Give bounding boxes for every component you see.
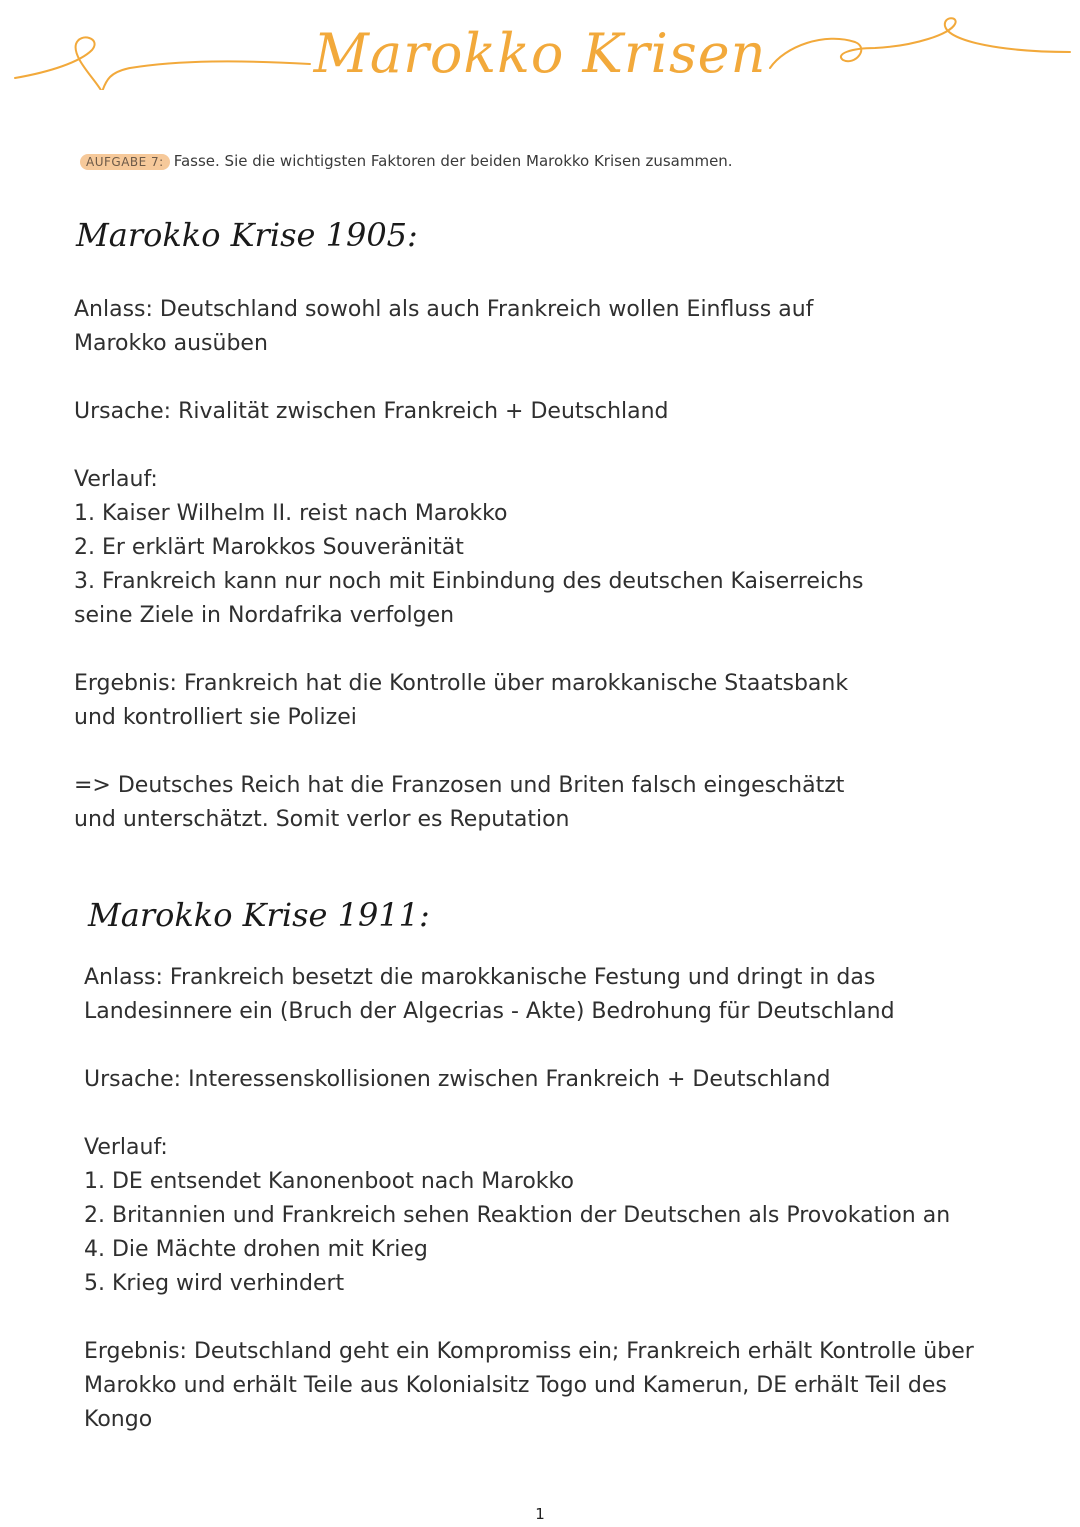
section-crisis-1905 [74, 293, 864, 837]
verlauf-label: Verlauf: [84, 1135, 168, 1160]
fazit-line-2: und unterschätzt. Somit verlor es Reputation [74, 807, 570, 832]
ergebnis-line-2: Marokko und erhält Teile aus Kolonialsitz Togo und Kamerun, DE erhält Teil des [84, 1373, 947, 1398]
fazit-line-1: => Deutsches Reich hat die Franzosen und Briten falsch eingeschätzt [74, 773, 845, 798]
anlass-line-1: Anlass: Deutschland sowohl als auch Frankreich wollen Einfluss auf [74, 297, 814, 322]
verlauf-item: 5. Krieg wird verhindert [84, 1271, 345, 1296]
verlauf-item: seine Ziele in Nordafrika verfolgen [74, 603, 455, 628]
verlauf-label: Verlauf: [74, 467, 158, 492]
ursache-line: Ursache: Rivalität zwischen Frankreich + Deutschland [74, 399, 669, 424]
verlauf-item: 3. Frankreich kann nur noch mit Einbindung des deutschen Kaiserreichs [74, 569, 864, 594]
ursache-line: Ursache: Interessenskollisionen zwischen Frankreich + Deutschland [84, 1067, 831, 1092]
verlauf-item: 2. Er erklärt Marokkos Souveränität [74, 535, 464, 560]
section-crisis-1911 [84, 961, 974, 1437]
task-instruction [80, 152, 733, 170]
page-title: Marokko Krisen [313, 22, 767, 85]
anlass-line-2: Marokko ausüben [74, 331, 268, 356]
ergebnis-line-1: Ergebnis: Frankreich hat die Kontrolle über marokkanische Staatsbank [74, 671, 849, 696]
verlauf-item: 1. Kaiser Wilhelm II. reist nach Marokko [74, 501, 508, 526]
anlass-line-2: Landesinnere ein (Bruch der Algecrias - Akte) Bedrohung für Deutschland [84, 999, 895, 1024]
verlauf-item: 2. Britannien und Frankreich sehen Reaktion der Deutschen als Provokation an [84, 1203, 951, 1228]
page-number: 1 [535, 1505, 545, 1523]
verlauf-item: 1. DE entsendet Kanonenboot nach Marokko [84, 1169, 574, 1194]
heading-crisis-1905: Marokko Krise 1905: [76, 216, 418, 254]
task-text: Fasse. Sie die wichtigsten Faktoren der beiden Marokko Krisen zusammen. [173, 152, 733, 170]
verlauf-item: 4. Die Mächte drohen mit Krieg [84, 1237, 428, 1262]
ergebnis-line-1: Ergebnis: Deutschland geht ein Kompromiss ein; Frankreich erhält Kontrolle über [84, 1339, 974, 1364]
ergebnis-line-2: und kontrolliert sie Polizei [74, 705, 357, 730]
task-label-highlight: AUFGABE 7: [80, 154, 170, 170]
heading-crisis-1911: Marokko Krise 1911: [88, 896, 430, 934]
anlass-line-1: Anlass: Frankreich besetzt die marokkanische Festung und dringt in das [84, 965, 876, 990]
ergebnis-line-3: Kongo [84, 1407, 153, 1432]
